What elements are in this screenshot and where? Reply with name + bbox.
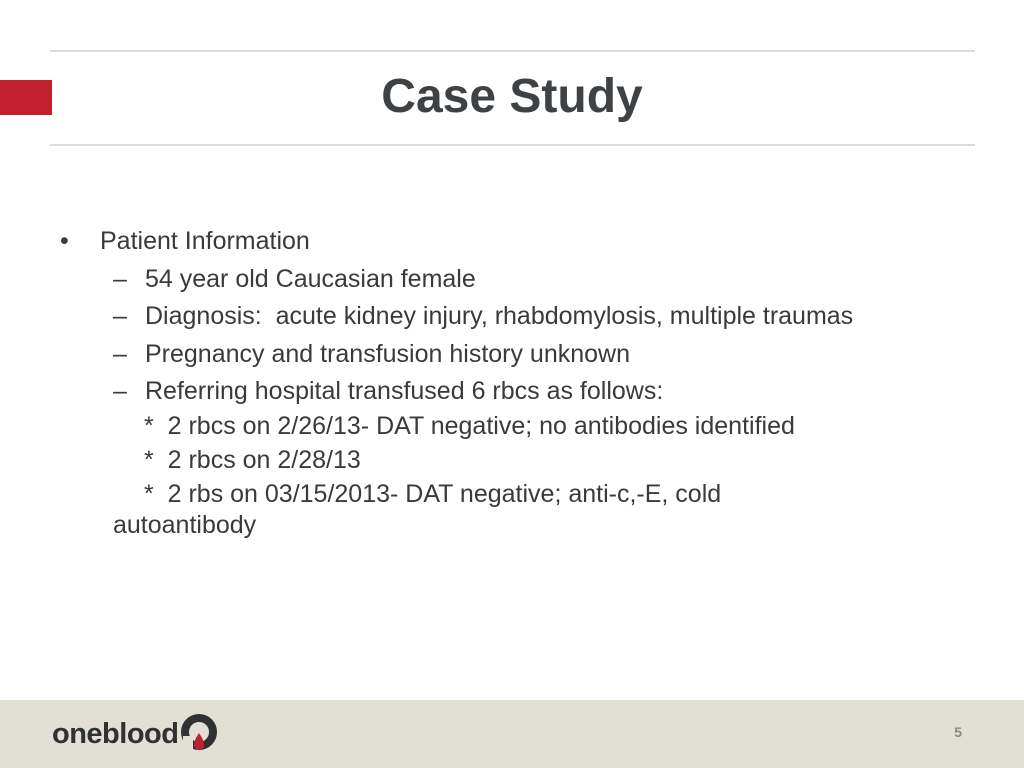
oneblood-logo	[52, 714, 218, 754]
transfusion-continuation: autoantibody	[113, 510, 257, 539]
sub-bullet-text: Pregnancy and transfusion history unknown	[145, 339, 631, 368]
transfusion-text: * 2 rbcs on 2/28/13	[144, 445, 361, 474]
bullet-text: Patient Information	[100, 227, 310, 255]
sub-bullet-marker: –	[113, 302, 127, 330]
sub-bullet-history	[56, 336, 976, 374]
logo-wordmark: oneblood	[52, 717, 179, 750]
page-number: 5	[954, 724, 962, 740]
footer-bar	[0, 700, 1024, 768]
transfusion-line	[56, 445, 976, 476]
bullet-marker: •	[60, 227, 69, 255]
bullet-patient-information	[56, 223, 976, 261]
transfusion-text: * 2 rbs on 03/15/2013- DAT negative; anti-c,-E, cold	[144, 479, 722, 508]
title-top-rule	[50, 50, 975, 52]
sub-bullet-text: 54 year old Caucasian female	[145, 264, 476, 293]
transfusion-line	[56, 411, 976, 442]
transfusion-line	[56, 479, 976, 541]
sub-bullet-transfusions	[56, 373, 976, 411]
sub-bullet-marker: –	[113, 377, 127, 405]
sub-bullet-marker: –	[113, 264, 127, 293]
slide-title: Case Study	[381, 70, 643, 123]
title-bottom-rule	[50, 144, 975, 146]
sub-bullet-text: Referring hospital transfused 6 rbcs as follows:	[145, 377, 664, 405]
oneblood-drop-icon	[180, 714, 218, 754]
slide-body	[56, 223, 976, 541]
sub-bullet-diagnosis	[56, 298, 976, 336]
sub-bullet-age	[56, 261, 976, 299]
transfusion-text: * 2 rbcs on 2/26/13- DAT negative; no antibodies identified	[144, 411, 795, 440]
sub-bullet-marker: –	[113, 339, 127, 368]
sub-bullet-text: Diagnosis: acute kidney injury, rhabdomylosis, multiple traumas	[145, 302, 854, 330]
